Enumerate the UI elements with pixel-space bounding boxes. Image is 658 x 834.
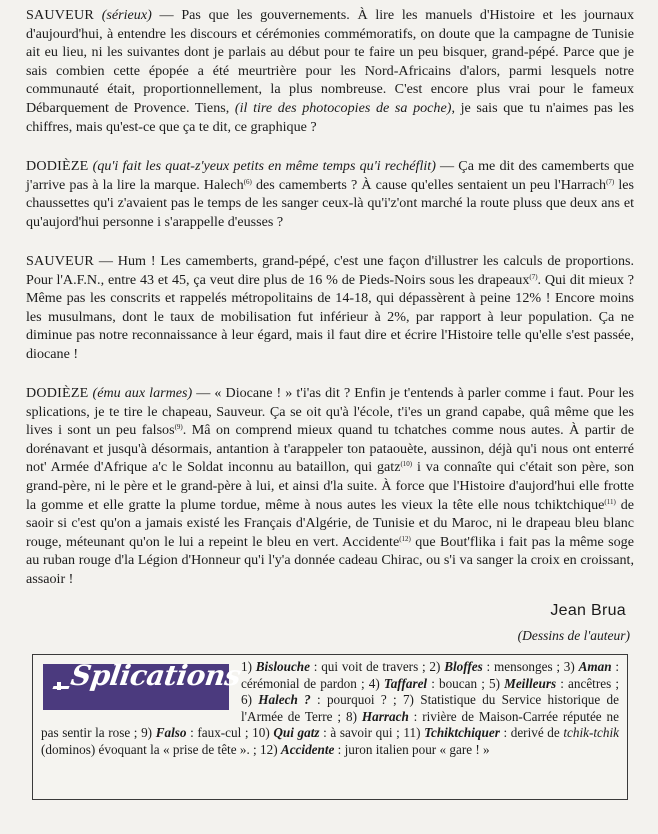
glossary-term: Aman [578, 659, 612, 674]
glossary-definition: (dominos) évoquant la « prise de tête ». ; [41, 741, 261, 757]
dialogue-text: les chaussettes qu'i z'avaient pas le temps de les sanger ceux-là qu'i'z'ont marché la route pluss que deux ans et qu'aujord'hui personne i s'arappelle d'eusses ? [26, 176, 634, 230]
glossary-definition: : derivé de [499, 725, 564, 741]
glossary-entry [241, 659, 429, 674]
glossary-term: Accidente [280, 741, 335, 757]
dialogue-text: , je sais que tu n'aimes pas les chiffres, mais qu'est-ce que ça te dit, ce graphique ? [26, 99, 635, 135]
speaker-name: SAUVEUR [26, 253, 94, 269]
glossary-term: Falso [155, 725, 187, 741]
glossary-entry [489, 676, 619, 691]
glossary-definition: : pourquoi ? ; [310, 692, 403, 708]
dialogue-text: — Hum ! Les camemberts, grand-pépé, c'est une façon d'illustrer les calculs de proportions. Pour l'A.F.N., entre 43 et 45, ça veut dire plus de 16 % de Pieds-Noirs sous les drapeaux [26, 253, 634, 288]
glossary-box [32, 654, 628, 800]
glossary-entry-number: 3) [563, 659, 579, 674]
footnote-ref: (6) [243, 177, 252, 186]
glossary-definition: : cérémonial de pardon ; [241, 659, 619, 691]
dialogue-text: — Ça me dit des camemberts que j'arrive pas à la lire la marque. Halech [26, 158, 634, 193]
stage-direction: (qu'i fait les quat-z'yeux petits en même temps qu'i rechéflit) [92, 158, 436, 174]
glossary-entry [141, 725, 252, 740]
footnote-ref: (12) [399, 534, 411, 543]
footnote-ref: (9) [174, 423, 183, 432]
logo-pen-stroke-icon [52, 686, 69, 689]
paragraph-dodieze-2 [26, 384, 634, 589]
stage-direction: (ému aux larmes) [92, 385, 193, 401]
glossary-term: Tchiktchiquer [424, 725, 500, 741]
glossary-definition: : qui voit de travers ; [310, 659, 430, 674]
stage-direction: (il tire des photocopies de sa poche) [234, 99, 452, 116]
glossary-term: Qui gatz [273, 725, 320, 741]
author-name: Jean Brua [550, 602, 626, 619]
glossary-entry [41, 742, 260, 757]
glossary-definition: Statistique du Service historique de l'Armée de Terre ; [241, 692, 619, 724]
speaker-name: DODIÈZE [26, 385, 89, 401]
glossary-term: Bislouche [255, 659, 310, 674]
glossary-entry-number: 2) [429, 659, 445, 674]
glossary-entry-number: 11) [403, 725, 425, 741]
glossary-entry [429, 659, 563, 674]
glossary-entry-number: 10) [252, 725, 274, 741]
glossary-definition: : juron italien pour « gare ! » [334, 741, 490, 757]
speaker-name: SAUVEUR [26, 7, 94, 23]
glossary-entry [369, 676, 489, 691]
logo-word: Splications [68, 659, 243, 692]
footnote-ref: (7) [529, 272, 538, 281]
footnote-ref: (10) [400, 460, 413, 469]
footnote-ref: (7) [606, 177, 615, 186]
paragraph-dodieze-1 [26, 157, 634, 231]
glossary-term: Halech ? [258, 692, 311, 708]
dialogue-text: — Pas que les gouvernements. À lire les manuels d'Histoire et les journaux d'aujourd'hui, à entendre les discours et cérémonies commémoratifs, on doute que la campagne de Tunisie ait eu lieu, ni les suivantes dont je parlais au début pour te faire un peu bisquer, grand-pépé. Parce que je sais combien cette épopée a été meurtrière pour les Nord-Africains d'alors, parmi lesquels notre communauté était, proportionnellement, la plus nombreuse. C'est encore plus vrai pour le fameux Débarquement de Provence. Tiens, [26, 7, 635, 116]
speaker-name: DODIÈZE [26, 158, 89, 174]
logo-pen-tip-icon [57, 682, 61, 690]
glossary-entry-number: 7) [402, 692, 421, 708]
glossary-definition: : à savoir qui ; [319, 725, 404, 741]
stage-direction: (sérieux) [101, 7, 152, 23]
glossary-definition: tchik-tchik [563, 725, 619, 741]
glossary-entry-number: 4) [368, 675, 384, 691]
glossary-entry [252, 725, 403, 740]
dialogue-text: — « Diocane ! » t'i'as dit ? Enfin je t'entends à parler comme i faut. Pour les splications, je te tire le chapeau, Sauveur. Ça se oit qu'à l'école, t'i'es un grand capabe, quâ même que les lives i sont un peu falsos [26, 385, 634, 439]
footnote-ref: (11) [604, 497, 616, 506]
glossary-entry-number: 5) [488, 675, 505, 691]
glossary-entry-number: 6) [241, 692, 259, 708]
dialogue-text: . Qui dit mieux ? Même pas les conscrits et rappelés métropolitains de 14-18, qui dépassèrent à peine 12% ! Encore moins les musulmans, dont le taux de mobilisation fut inférieur à 2%, par rapport à leur population. Ça ne diminue pas notre reconnaissance à leur égard, mais il faut dire et écrire l'Histoire telle qu'elle s'est passée, diocane ! [26, 271, 634, 362]
glossary-entry-number: 8) [345, 708, 362, 724]
glossary-definition: : ancêtres ; [556, 675, 619, 691]
splications-logo [43, 659, 243, 710]
glossary-entry [563, 725, 619, 740]
glossary-definition: : rivière de Maison-Carrée réputée ne pas sentir la rose ; [41, 708, 619, 741]
dialogue-text: que Bout'flika i fait pas la même soge au ruban rouge d'la Légion d'Honneur qu'i l'y'a donnée cadeau Chirac, ou s'i va sanger la croix en croissant, assaoir ! [26, 533, 634, 587]
glossary-definition: : faux-cul ; [186, 725, 253, 741]
paragraph-sauveur-2 [26, 252, 634, 364]
glossary-entry-number: 1) [241, 659, 256, 674]
glossary-definition: : boucan ; [427, 675, 489, 691]
glossary-term: Meilleurs [504, 675, 557, 691]
illustration-credit: (Dessins de l'auteur) [517, 628, 630, 643]
paragraph-sauveur-1 [26, 6, 634, 136]
dialogue-text: de saoir si c'est qu'on a jamais existé les Français d'Algérie, de Tunisie et du Maroc, ni le drapeau bleu blanc rouge, méteunant qu'on le lui a repeint le bleu en vert. Accidente [26, 496, 635, 550]
glossary-entry-number: 12) [260, 741, 281, 757]
glossary-entry [260, 742, 490, 757]
glossary-entry [403, 725, 563, 740]
glossary-term: Taffarel [383, 675, 428, 691]
glossary-entry-number: 9) [141, 725, 156, 741]
glossary-definition: : mensonges ; [482, 659, 564, 674]
dialogue-text: des camemberts ? À cause qu'elles sentaient un peu l'Harrach [251, 176, 607, 193]
dialogue-text: . Mâ on comprend mieux quand tu tchatches comme nous autes. À partir de dorénavant et jusqu'à désormais, antantion à t'arappeler ton pataouète, aussinon, déjà qu'i nous ont enterré not' Armée d'Afrique a'c le Soldat inconnu au bataillon, qui gatz [26, 422, 634, 476]
glossary-term: Bloffes [444, 659, 483, 674]
glossary-term: Harrach [361, 708, 409, 724]
glossary-entry [241, 692, 403, 707]
dialogue-text: i va connaîte qui c'était son père, son grand-père, ni le père et le grand-père à lui, et ainsi d'la suite. À force que l'Histoire d'aujord'hui elle frotte la gomme et elle gratte la plume tordue, même à nous autes les vieux la tête elle nous tchiktchique [26, 459, 634, 513]
